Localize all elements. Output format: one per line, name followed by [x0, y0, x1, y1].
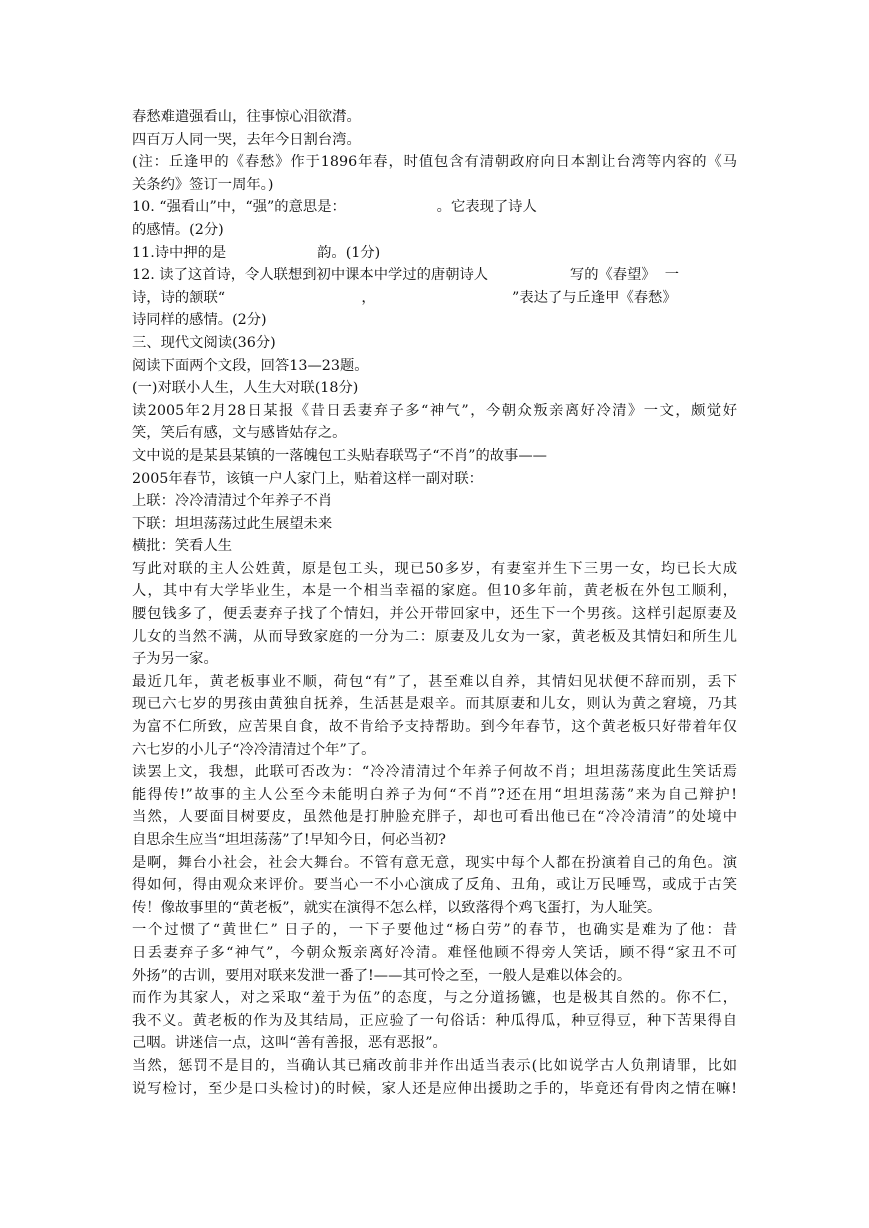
text-line: 10. “强看山”中，“强”的意思是： 。它表现了诗人 [132, 199, 537, 216]
text-line: 能得传!”故事的主人公至今未能明白养子为何“不肖”?还在用“坦坦荡荡”来为自己辩护! [132, 786, 737, 803]
text-line: 读罢上文，我想，此联可否改为：“冷冷清清过个年养子何故不肖；坦坦荡荡度此生笑话焉 [132, 764, 737, 781]
text-line: 12. 读了这首诗，令人联想到初中课本中学过的唐朝诗人 写的《春望》 一 [132, 267, 680, 284]
text-line: 为富不仁所致，应苦果自食，故不肯给予支持帮助。到今年春节，这个黄老板只好带着年仅 [132, 719, 737, 736]
text-line: 儿女的当然不满，从而导致家庭的一分为二：原妻及儿女为一家，黄老板及其情妇和所生儿 [132, 628, 737, 645]
document-page [132, 106, 737, 1100]
text-line: 写此对联的主人公姓黄，原是包工头，现已50多岁，有妻室并生下三男一女，均已长大成 [132, 560, 737, 577]
text-line: 是啊，舞台小社会，社会大舞台。不管有意无意，现实中每个人都在扮演着自己的角色。演 [132, 854, 737, 871]
text-line: 己咽。讲迷信一点，这叫“善有善报，恶有恶报”。 [132, 1035, 447, 1052]
text-line: 现已六七岁的男孩由黄独自抚养，生活甚是艰辛。而其原妻和儿女，则认为黄之窘境，乃其 [132, 696, 737, 713]
text-line: 人，其中有大学毕业生，本是一个相当幸福的家庭。但10多年前，黄老板在外包工顺利， [132, 583, 737, 600]
text-line: 六七岁的小儿子“冷冷清清过个年”了。 [132, 741, 376, 758]
text-line: 笑，笑后有感，文与感皆姑存之。 [132, 425, 347, 442]
text-line: 腰包钱多了，便丢妻弃子找了个情妇，并公开带回家中，还生下一个男孩。这样引起原妻及 [132, 606, 737, 623]
text-line: 文中说的是某县某镇的一落魄包工头贴春联骂子“不肖”的故事—— [132, 447, 547, 464]
text-line: 阅读下面两个文段，回答13—23题。 [132, 357, 369, 374]
text-line: 自思余生应当“坦坦荡荡”了!早知今日，何必当初? [132, 832, 446, 848]
text-line: 日丢妻弃子多“神气”，今朝众叛亲离好冷清。难怪他顾不得旁人笑话，顾不得“家丑不可 [132, 944, 737, 961]
text-line: 一个过惯了“黄世仁” 日子的，一下子要他过“杨白劳”的春节，也确实是难为了他：昔 [132, 922, 737, 939]
text-line: (注：丘逢甲的《春愁》作于1896年春，时值包含有清朝政府向日本割让台湾等内容的《马 [132, 154, 737, 171]
text-line: 2005年春节，该镇一户人家门上，贴着这样一副对联： [132, 470, 483, 487]
text-line: 当然，人要面目树要皮，虽然他是打肿脸充胖子，却也可看出他已在“冷冷清清”的处境中 [132, 809, 737, 826]
text-line: 春愁难遣强看山，往事惊心泪欲潸。 [132, 109, 361, 125]
text-line: 四百万人同一哭，去年今日割台湾。 [132, 131, 361, 148]
text-line: 我不义。黄老板的作为及其结局，正应验了一句俗话：种瓜得瓜，种豆得豆，种下苦果得自 [132, 1012, 737, 1029]
text-line: 最近几年，黄老板事业不顺，荷包“有”了，甚至难以自养，其情妇见状便不辞而别，丢下 [132, 673, 737, 690]
text-line: 子为另一家。 [132, 651, 218, 668]
text-line: 三、现代文阅读(36分) [132, 334, 276, 351]
text-line: 而作为其家人，对之采取“羞于为伍”的态度，与之分道扬镳，也是极其自然的。你不仁， [132, 990, 737, 1007]
text-line: (一)对联小人生，人生大对联(18分) [132, 380, 359, 397]
text-line: 11.诗中押的是 韵。(1分) [132, 244, 381, 261]
text-line: 上联：冷冷清清过个年养子不肖 [132, 493, 333, 510]
text-line: 说写检讨，至少是口头检讨)的时候，家人还是应伸出援助之手的，毕竟还有骨肉之情在嘛! [132, 1080, 737, 1097]
text-line: 读2005年2月28日某报《昔日丢妻弃子多“神气”，今朝众叛亲离好冷清》一文，颇觉好 [132, 402, 737, 419]
text-line: 外扬”的古训，要用对联来发泄一番了!——其可怜之至，一般人是难以体会的。 [132, 967, 632, 984]
text-line: 下联：坦坦荡荡过此生展望未来 [132, 515, 333, 532]
text-line: 诗，诗的颔联“ ， ”表达了与丘逢甲《春愁》 [132, 289, 677, 306]
text-line: 横批：笑看人生 [132, 538, 233, 555]
text-line: 传！像故事里的“黄老板”，就实在演得不怎么样，以致落得个鸡飞蛋打，为人耻笑。 [132, 899, 662, 916]
text-line: 的感情。(2分) [132, 221, 224, 238]
text-line: 得如何，得由观众来评价。要当心一不小心演成了反角、丑角，或让万民唾骂，或成于古笑 [132, 877, 737, 894]
text-line: 诗同样的感情。(2分) [132, 312, 267, 329]
text-line: 关条约》签订一周年。) [132, 176, 274, 193]
text-line: 当然，惩罚不是目的，当确认其已痛改前非并作出适当表示(比如说学古人负荆请罪，比如 [132, 1057, 737, 1074]
